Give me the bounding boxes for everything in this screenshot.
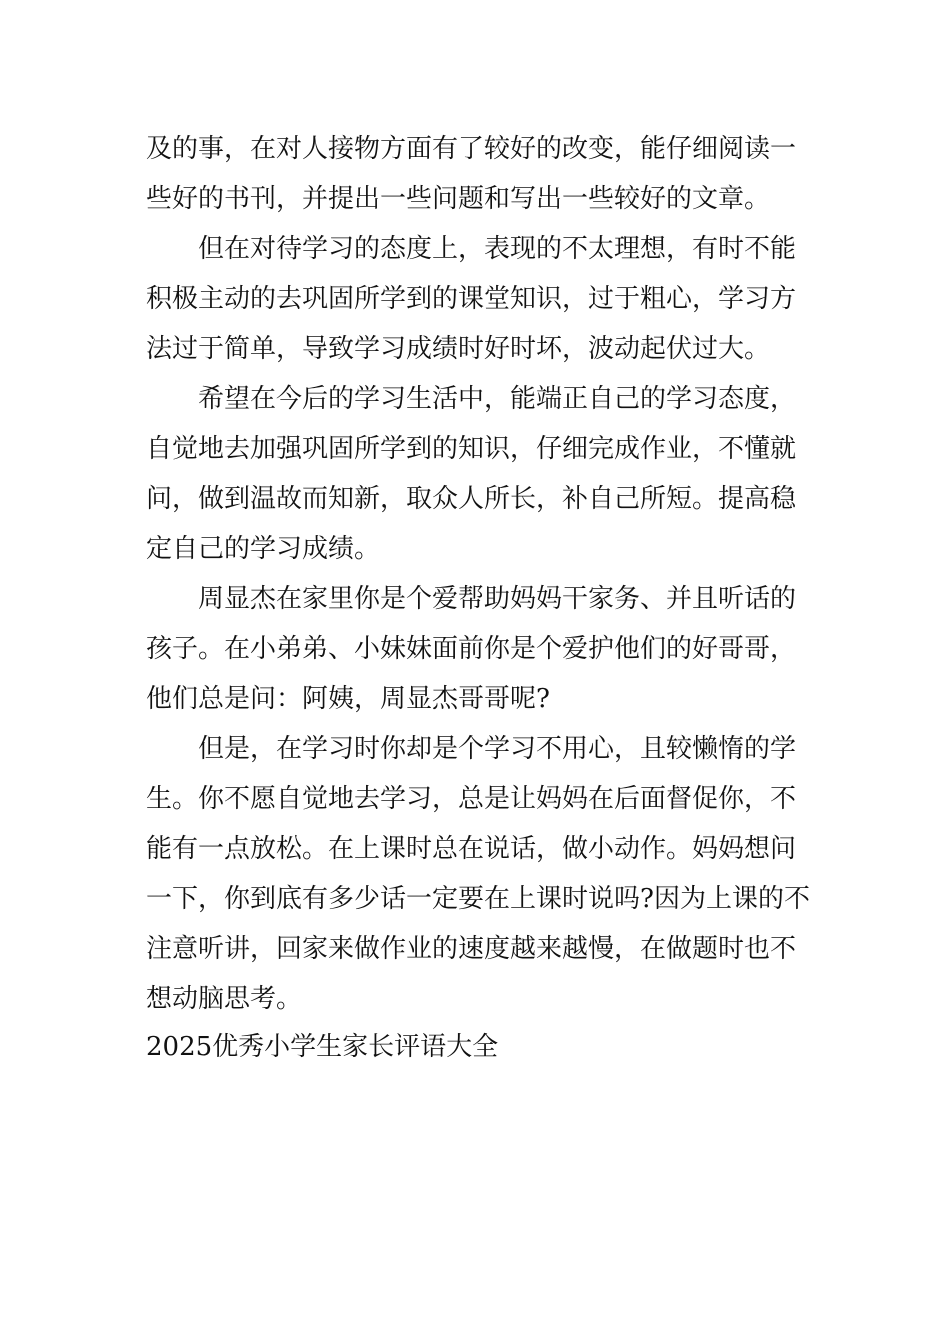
text-line: 定自己的学习成绩。 [146, 534, 381, 564]
text-line: 想动脑思考。 [146, 984, 303, 1014]
text-line: 些好的书刊，并提出一些问题和写出一些较好的文章。 [146, 184, 771, 214]
text-line: 一下，你到底有多少话一定要在上课时说吗?因为上课的不 [146, 884, 810, 914]
paragraph-start-line: 周显杰在家里你是个爱帮助妈妈干家务、并且听话的 [198, 584, 797, 614]
text-line: 注意听讲，回家来做作业的速度越来越慢，在做题时也不 [146, 934, 797, 964]
paragraph-start-line: 但是，在学习时你却是个学习不用心，且较懒惰的学 [198, 734, 797, 764]
paragraph-start-line: 希望在今后的学习生活中，能端正自己的学习态度， [198, 384, 797, 414]
paragraph-start-line: 但在对待学习的态度上，表现的不太理想，有时不能 [198, 234, 797, 264]
text-line: 能有一点放松。在上课时总在说话，做小动作。妈妈想问 [146, 834, 797, 864]
text-line: 问，做到温故而知新，取众人所长，补自己所短。提高稳 [146, 484, 797, 514]
text-line: 他们总是问：阿姨，周显杰哥哥呢? [146, 684, 550, 714]
text-line: 生。你不愿自觉地去学习，总是让妈妈在后面督促你，不 [146, 784, 797, 814]
text-line: 自觉地去加强巩固所学到的知识，仔细完成作业，不懂就 [146, 434, 797, 464]
body-text [146, 124, 808, 1024]
document-title-footer: 2025优秀小学生家长评语大全 [146, 1032, 499, 1062]
text-line: 孩子。在小弟弟、小妹妹面前你是个爱护他们的好哥哥， [146, 634, 797, 664]
text-line: 及的事，在对人接物方面有了较好的改变，能仔细阅读一 [146, 134, 797, 164]
text-line: 法过于简单，导致学习成绩时好时坏，波动起伏过大。 [146, 334, 771, 364]
text-line: 积极主动的去巩固所学到的课堂知识，过于粗心，学习方 [146, 284, 797, 314]
